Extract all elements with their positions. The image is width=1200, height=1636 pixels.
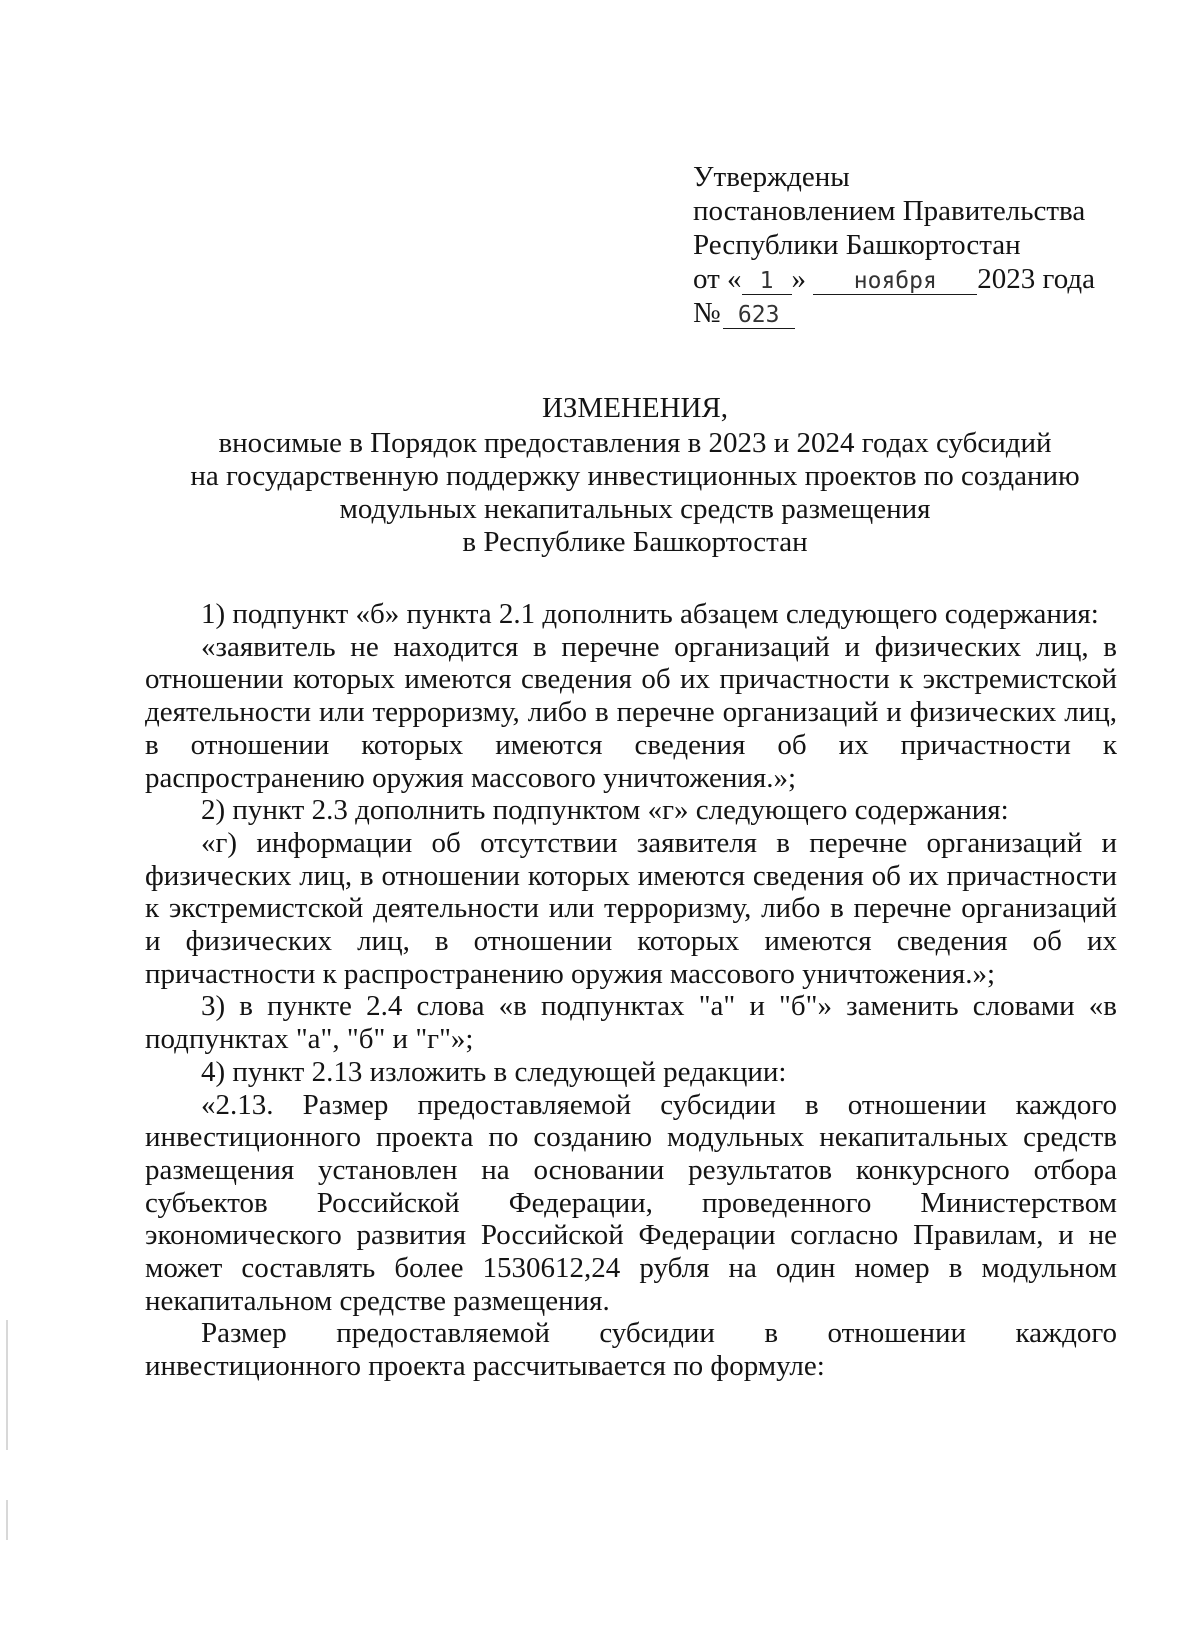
date-suffix: 2023 года: [977, 263, 1096, 295]
approval-number-line: [693, 296, 1163, 330]
title-heading: ИЗМЕНЕНИЯ,: [541, 392, 729, 424]
document-title: [120, 392, 1150, 559]
date-mid: »: [791, 263, 807, 295]
approval-line-resolution: постановлением Правительства: [693, 195, 1086, 227]
paragraph-5: 3) в пункте 2.4 слова «в подпунктах "а" и "б"» заменить словами «в подпунктах "а", "б" и "г"»;: [145, 990, 1117, 1056]
paragraph-7: «2.13. Размер предоставляемой субсидии в отношении каждого инвестиционного проекта по созданию модульных некапитальных средств размещения установлен на основании результатов конкурсного отбора субъектов Российской Федерации, проведенного Министерством экономического развития Российской Федерации согласно Правилам, и не может составлять более 1530612,24 рубля на один номер в модульном некапитальном средстве размещения.: [145, 1088, 1117, 1317]
scan-margin-mark: [6, 1320, 8, 1450]
paragraph-4: «г) информации об отсутствии заявителя в перечне организаций и физических лиц, в отношении которых имеются сведения об их причастности к экстремистской деятельности или терроризму, либо в перечне организаций и физических лиц, в отношении которых имеются сведения об их причастности к распространению оружия массового уничтожения.»;: [145, 826, 1117, 990]
date-day: 1: [742, 268, 792, 295]
title-line-2: на государственную поддержку инвестиционных проектов по созданию: [190, 460, 1080, 492]
title-line-4: в Республике Башкортостан: [462, 526, 808, 558]
number-value: 623: [723, 302, 795, 329]
date-month: ноября: [813, 268, 977, 295]
approval-date-line: [693, 262, 1163, 296]
approval-line-republic: Республики Башкортостан: [693, 229, 1021, 261]
paragraph-6: 4) пункт 2.13 изложить в следующей редакции:: [201, 1055, 787, 1088]
date-prefix: от «: [693, 263, 742, 295]
document-body: [145, 598, 1117, 1383]
scan-margin-mark: [6, 1500, 8, 1540]
title-line-3: модульных некапитальных средств размещения: [339, 493, 931, 525]
number-prefix: №: [693, 297, 721, 329]
paragraph-3: 2) пункт 2.3 дополнить подпунктом «г» следующего содержания:: [201, 794, 1009, 827]
paragraph-2: «заявитель не находится в перечне организаций и физических лиц, в отношении которых имеются сведения об их причастности к экстремистской деятельности или терроризму, либо в перечне организаций и физических лиц, в отношении которых имеются сведения об их причастности к распространению оружия массового уничтожения.»;: [145, 630, 1117, 794]
approval-line-approved: Утверждены: [693, 161, 850, 193]
paragraph-1: 1) подпункт «б» пункта 2.1 дополнить абзацем следующего содержания:: [201, 598, 1099, 630]
title-line-1: вносимые в Порядок предоставления в 2023 и 2024 годах субсидий: [218, 427, 1052, 459]
approval-stamp: [693, 160, 1163, 330]
paragraph-8: Размер предоставляемой субсидии в отношении каждого инвестиционного проекта рассчитывается по формуле:: [145, 1317, 1117, 1383]
